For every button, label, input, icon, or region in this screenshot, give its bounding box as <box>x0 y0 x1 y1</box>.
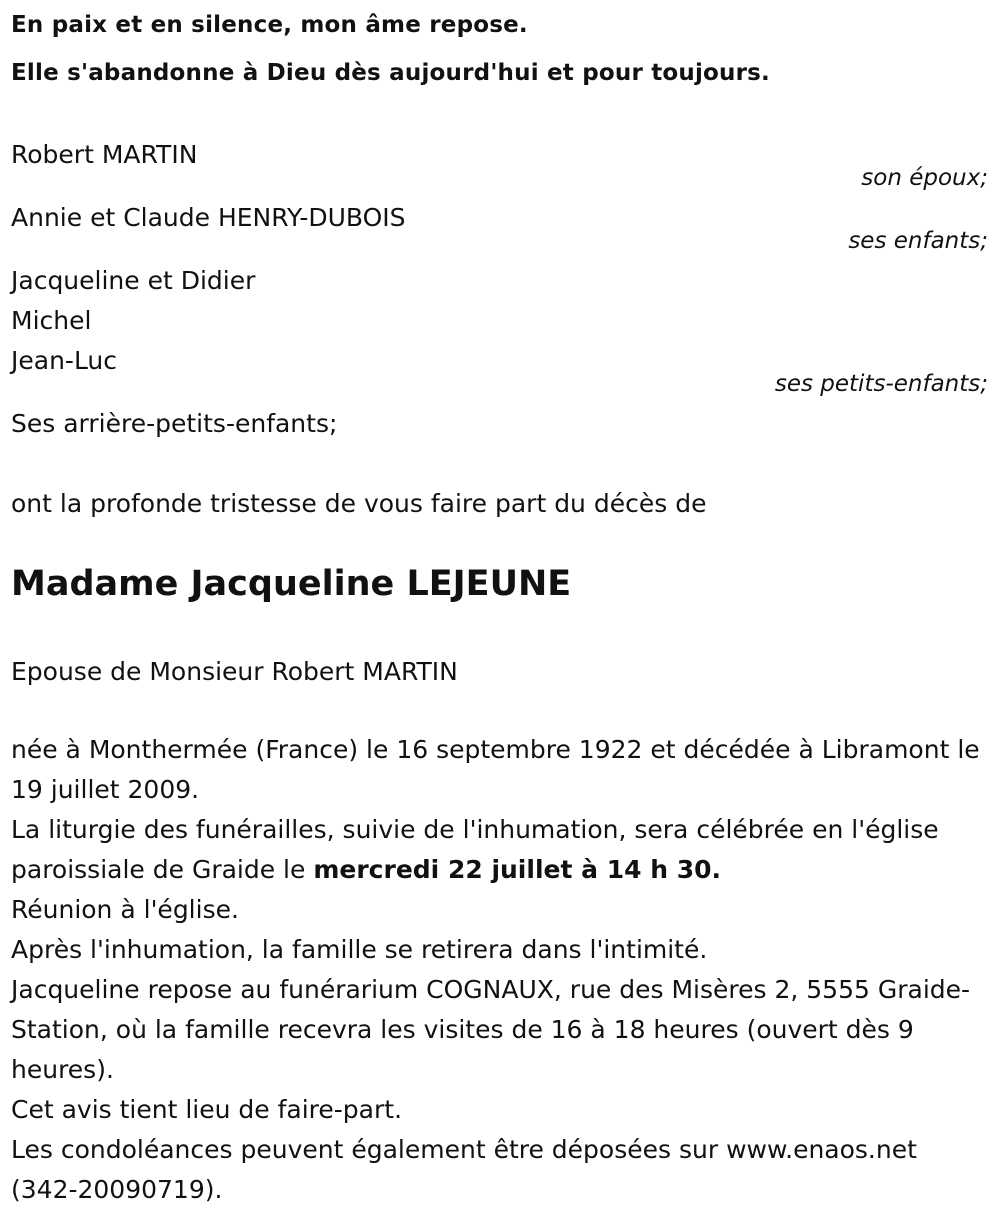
spouse-name: Robert MARTIN <box>11 140 198 169</box>
grandchild-name: Jacqueline et Didier <box>11 266 256 295</box>
spouse-relation: son époux; <box>861 165 988 191</box>
children-relation: ses enfants; <box>848 228 988 254</box>
epigraph-line-1: En paix et en silence, mon âme repose. <box>11 12 528 38</box>
grandchildren-relation: ses petits-enfants; <box>774 371 988 397</box>
condolences-text: Les condoléances peuvent également être déposées sur www.enaos.net (342-20090719). <box>11 1135 917 1204</box>
great-grandchildren: Ses arrière-petits-enfants; <box>11 409 338 438</box>
liturgy-prefix: La liturgie des funérailles, suivie de l'inhumation, sera célébrée en l'église paroissiale de Graide le <box>11 815 939 884</box>
meeting-text: Réunion à l'église. <box>11 895 239 924</box>
liturgy-text <box>11 810 991 890</box>
birth-death-text: née à Monthermée (France) le 16 septembre 1922 et décédée à Libramont le 19 juillet 2009. <box>11 735 980 804</box>
epigraph-line-2: Elle s'abandonne à Dieu dès aujourd'hui et pour toujours. <box>11 60 770 86</box>
after-burial-text: Après l'inhumation, la famille se retirera dans l'intimité. <box>11 935 708 964</box>
spouse-of: Epouse de Monsieur Robert MARTIN <box>11 657 458 686</box>
liturgy-date: mercredi 22 juillet à 14 h 30. <box>313 855 721 884</box>
funeral-home-text: Jacqueline repose au funérarium COGNAUX, rue des Misères 2, 5555 Graide-Station, où la famille recevra les visites de 16 à 18 heures (ouvert dès 9 heures). <box>11 975 971 1084</box>
grandchild-name: Jean-Luc <box>11 346 118 375</box>
children-names: Annie et Claude HENRY-DUBOIS <box>11 203 406 232</box>
obituary-details <box>11 730 991 1210</box>
deceased-name: Madame Jacqueline LEJEUNE <box>11 564 572 604</box>
grandchild-name: Michel <box>11 306 92 335</box>
notice-text: Cet avis tient lieu de faire-part. <box>11 1095 403 1124</box>
announcement-intro: ont la profonde tristesse de vous faire part du décès de <box>11 489 707 518</box>
